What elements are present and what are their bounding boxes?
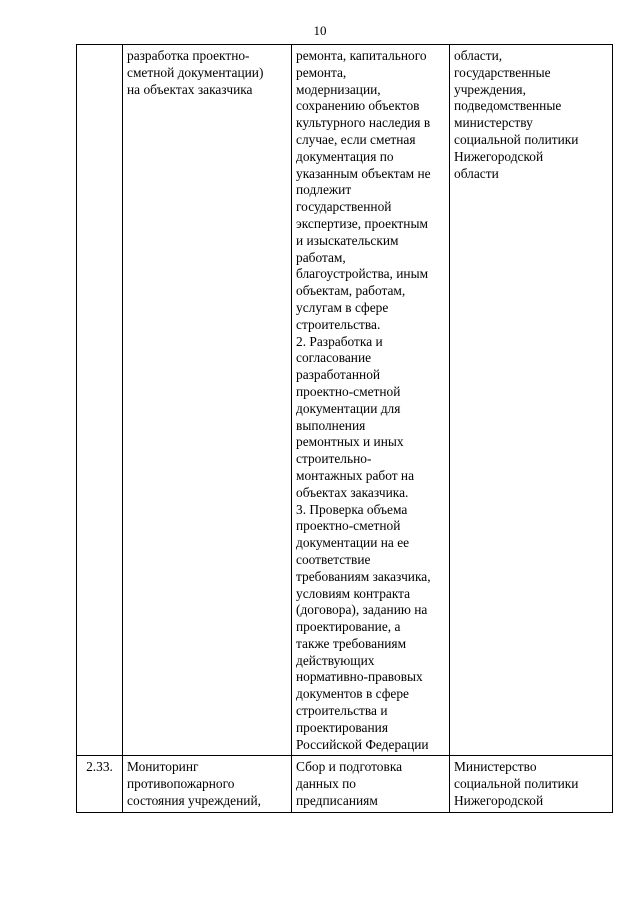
text-line: данных по	[296, 776, 356, 792]
text-line: требованиям заказчика,	[296, 568, 431, 584]
table-row	[77, 756, 613, 812]
text-line: ремонта,	[296, 64, 347, 80]
service-name-cell	[123, 756, 292, 812]
text-line: (договора), заданию на	[296, 602, 428, 618]
text-line: области	[454, 165, 499, 181]
text-line: благоустройства, иным	[296, 266, 429, 282]
row-number-cell: 2.33.	[77, 756, 123, 812]
service-name-cell	[123, 45, 292, 756]
text-line: также требованиям	[296, 635, 407, 651]
text-line: разработка проектно-	[127, 48, 250, 63]
text-line: согласование	[296, 350, 372, 366]
text-line: предписаниям	[296, 793, 378, 809]
text-line: 2. Разработка и	[296, 333, 383, 349]
text-line: случае, если сметная	[296, 131, 416, 147]
text-line: министерству	[454, 115, 533, 131]
text-line: социальной политики	[454, 776, 579, 792]
text-line: ремонта, капитального	[296, 48, 427, 63]
text-line: и изыскательским	[296, 232, 399, 248]
text-line: подведомственные	[454, 98, 562, 114]
text-line: работам,	[296, 249, 346, 265]
service-content-cell	[292, 756, 450, 812]
text-line: объектах заказчика.	[296, 484, 409, 500]
text-line: выполнения	[296, 417, 366, 433]
text-line: разработанной	[296, 367, 381, 383]
text-line: на объектах заказчика	[127, 81, 253, 97]
text-line: документации на ее	[296, 535, 410, 551]
text-line: указанным объектам не	[296, 165, 431, 181]
text-line: документации для	[296, 400, 401, 416]
text-line: проектирования	[296, 719, 388, 735]
text-line: состояния учреждений,	[127, 793, 261, 809]
text-line: действующих	[296, 652, 375, 668]
text-line: Нижегородской	[454, 148, 544, 164]
recipients-cell	[450, 45, 613, 756]
text-line: государственные	[454, 64, 551, 80]
recipients-cell	[450, 756, 613, 812]
text-line: подлежит	[296, 182, 352, 198]
text-line: объектам, работам,	[296, 283, 406, 299]
text-line: условиям контракта	[296, 585, 411, 601]
text-line: противопожарного	[127, 776, 235, 792]
text-line: 3. Проверка объема	[296, 501, 408, 517]
text-line: строительно-	[296, 451, 372, 467]
text-line: соответствие	[296, 551, 371, 567]
text-line: сметной документации)	[127, 64, 264, 80]
text-line: государственной	[296, 199, 392, 215]
text-line: Нижегородской	[454, 793, 544, 809]
text-line: ремонтных и иных	[296, 434, 404, 450]
text-line: проектно-сметной	[296, 383, 401, 399]
text-line: строительства и	[296, 703, 388, 719]
service-content-cell	[292, 45, 450, 756]
document-table	[76, 44, 613, 813]
row-number-cell	[77, 45, 123, 756]
text-line: монтажных работ на	[296, 467, 415, 483]
text-line: проектно-сметной	[296, 518, 401, 534]
text-line: Мониторинг	[127, 759, 199, 775]
text-line: услугам в сфере	[296, 299, 389, 315]
text-line: Министерство	[454, 759, 537, 775]
text-line: социальной политики	[454, 131, 579, 147]
text-line: сохранению объектов	[296, 98, 420, 114]
page-number: 10	[313, 23, 327, 38]
text-line: документация по	[296, 148, 394, 164]
text-line: Российской Федерации	[296, 736, 429, 752]
text-line: Сбор и подготовка	[296, 759, 403, 775]
text-line: области,	[454, 48, 503, 63]
text-line: культурного наследия в	[296, 115, 431, 131]
text-line: нормативно-правовых	[296, 669, 423, 685]
text-line: документов в сфере	[296, 686, 410, 702]
text-line: учреждения,	[454, 81, 526, 97]
text-line: экспертизе, проектным	[296, 215, 428, 231]
text-line: строительства.	[296, 316, 381, 332]
text-line: модернизации,	[296, 81, 381, 97]
text-line: проектирование, а	[296, 619, 401, 635]
table-row	[77, 45, 613, 756]
